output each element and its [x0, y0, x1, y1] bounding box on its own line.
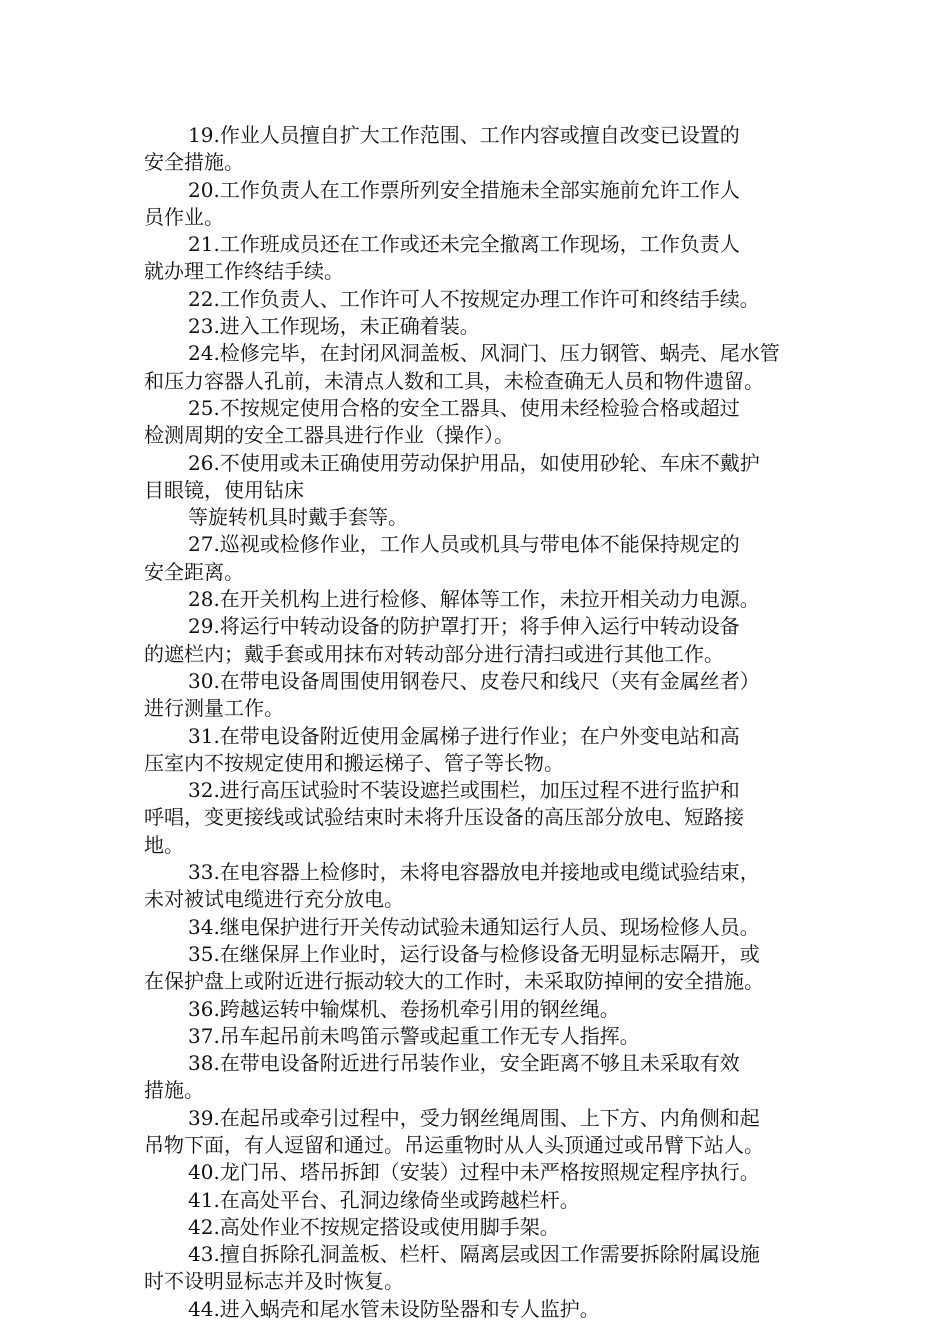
text-line: 43.擅自拆除孔洞盖板、栏杆、隔离层或因工作需要拆除附属设施	[188, 1242, 760, 1267]
text-line: 25.不按规定使用合格的安全工器具、使用未经检验合格或超过	[188, 395, 740, 420]
text-line: 29.将运行中转动设备的防护罩打开；将手伸入运行中转动设备	[188, 614, 740, 639]
text-line: 安全措施。	[144, 150, 244, 175]
text-line: 33.在电容器上检修时，未将电容器放电并接地或电缆试验结束，	[188, 860, 760, 885]
text-line: 38.在带电设备附近进行吊装作业，安全距离不够且未采取有效	[188, 1051, 740, 1076]
text-line: 19.作业人员擅自扩大工作范围、工作内容或擅自改变已设置的	[188, 123, 740, 147]
text-line: 未对被试电缆进行充分放电。	[144, 887, 404, 912]
text-line: 44.进入蜗壳和尾水管未设防坠器和专人监护。	[188, 1296, 600, 1321]
text-line: 进行测量工作。	[144, 696, 284, 721]
text-line: 等旋转机具时戴手套等。	[188, 505, 408, 530]
text-line: 压室内不按规定使用和搬运梯子、管子等长物。	[144, 750, 564, 775]
text-line: 26.不使用或未正确使用劳动保护用品，如使用砂轮、车床不戴护	[188, 450, 760, 475]
text-line: 22.工作负责人、工作许可人不按规定办理工作许可和终结手续。	[188, 286, 760, 311]
text-line: 32.进行高压试验时不装设遮拦或围栏，加压过程不进行监护和	[188, 778, 740, 803]
text-line: 措施。	[144, 1078, 204, 1103]
text-line: 42.高处作业不按规定搭设或使用脚手架。	[188, 1214, 560, 1239]
text-line: 28.在开关机构上进行检修、解体等工作，未拉开相关动力电源。	[188, 587, 760, 612]
text-line: 36.跨越运转中输煤机、卷扬机牵引用的钢丝绳。	[188, 996, 620, 1021]
text-line: 34.继电保护进行开关传动试验未通知运行人员、现场检修人员。	[188, 914, 760, 939]
text-line: 23.进入工作现场，未正确着装。	[188, 314, 480, 339]
text-line: 员作业。	[144, 204, 224, 229]
text-line: 39.在起吊或牵引过程中，受力钢丝绳周围、上下方、内角侧和起	[188, 1105, 760, 1130]
text-line: 地。	[144, 832, 184, 857]
text-line: 在保护盘上或附近进行振动较大的工作时，未采取防掉闸的安全措施。	[144, 969, 764, 994]
text-line: 40.龙门吊、塔吊拆卸（安装）过程中未严格按照规定程序执行。	[188, 1160, 760, 1185]
text-line: 24.检修完毕，在封闭风洞盖板、风洞门、压力钢管、蜗壳、尾水管	[188, 341, 780, 366]
text-line: 呼唱，变更接线或试验结束时未将升压设备的高压部分放电、短路接	[144, 805, 744, 830]
text-line: 20.工作负责人在工作票所列安全措施未全部实施前允许工作人	[188, 177, 740, 202]
text-line: 的遮栏内；戴手套或用抹布对转动部分进行清扫或进行其他工作。	[144, 641, 724, 666]
text-line: 35.在继保屏上作业时，运行设备与检修设备无明显标志隔开，或	[188, 941, 760, 966]
document-body	[144, 122, 814, 1323]
text-line: 目眼镜，使用钻床	[144, 477, 304, 502]
text-line: 27.巡视或检修作业，工作人员或机具与带电体不能保持规定的	[188, 532, 740, 557]
text-line: 21.工作班成员还在工作或还未完全撤离工作现场，工作负责人	[188, 232, 740, 257]
text-line: 吊物下面，有人逗留和通过。吊运重物时从人头顶通过或吊臂下站人。	[144, 1132, 764, 1157]
text-line: 时不设明显标志并及时恢复。	[144, 1269, 404, 1294]
text-line: 37.吊车起吊前未鸣笛示警或起重工作无专人指挥。	[188, 1023, 640, 1048]
text-line: 就办理工作终结手续。	[144, 259, 344, 284]
text-line: 安全距离。	[144, 559, 244, 584]
text-line: 和压力容器人孔前，未清点人数和工具，未检查确无人员和物件遗留。	[144, 368, 764, 393]
text-line: 31.在带电设备附近使用金属梯子进行作业；在户外变电站和高	[188, 723, 740, 748]
text-line: 41.在高处平台、孔洞边缘倚坐或跨越栏杆。	[188, 1187, 580, 1212]
text-line: 30.在带电设备周围使用钢卷尺、皮卷尺和线尺（夹有金属丝者）	[188, 668, 760, 693]
text-line: 检测周期的安全工器具进行作业（操作）。	[144, 423, 514, 448]
